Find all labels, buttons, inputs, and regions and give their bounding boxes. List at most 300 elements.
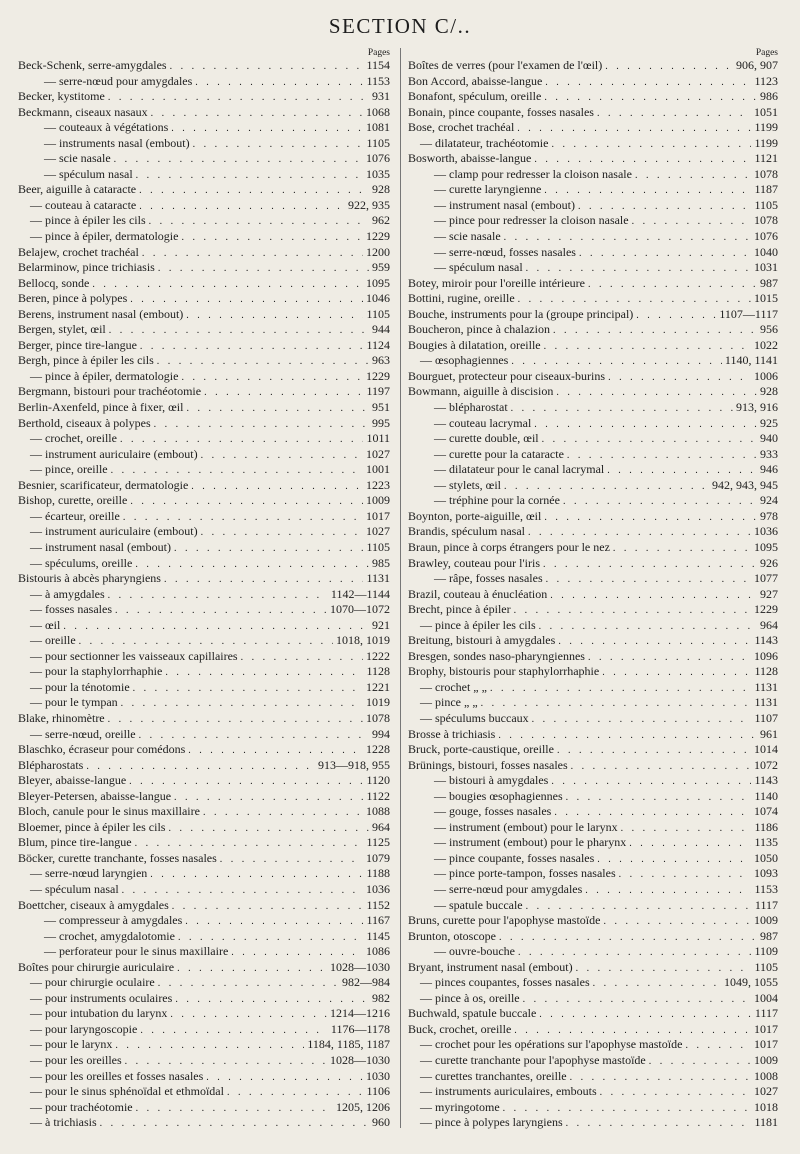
entry-name: — curette double, œil	[434, 431, 539, 446]
entry-name: Beren, pince à polypes	[18, 291, 128, 306]
leader-dots	[241, 650, 363, 666]
leader-dots	[632, 214, 751, 230]
leader-dots	[123, 510, 363, 526]
entry-pages: 1105	[366, 135, 390, 150]
index-entry	[18, 307, 390, 323]
section-header: SECTION C/..	[328, 14, 472, 38]
index-entry	[18, 322, 390, 338]
entry-pages: 1027	[754, 1084, 778, 1099]
leader-dots	[191, 479, 363, 495]
entry-name: Blum, pince tire-langue	[18, 835, 132, 850]
index-entry	[18, 229, 390, 245]
entry-pages: 1109	[754, 944, 778, 959]
entry-pages: 1027	[366, 446, 390, 461]
leader-dots	[206, 1070, 363, 1086]
leader-dots	[558, 634, 751, 650]
index-entry	[18, 167, 390, 183]
index-entry	[408, 447, 778, 463]
leader-dots	[92, 277, 363, 293]
leader-dots	[534, 417, 757, 433]
leader-dots	[108, 588, 328, 604]
entry-name: — spéculums buccaux	[420, 710, 529, 725]
leader-dots	[550, 588, 757, 604]
index-entry	[18, 276, 390, 292]
index-entry	[18, 260, 390, 276]
index-entry	[408, 151, 778, 167]
index-entry	[18, 602, 390, 618]
leader-dots	[125, 1054, 327, 1070]
leader-dots	[563, 494, 757, 510]
entry-name: Bonain, pince coupante, fosses nasales	[408, 104, 594, 119]
entry-pages: 1131	[754, 679, 778, 694]
entry-name: Boîtes de verres (pour l'examen de l'œil)	[408, 58, 603, 72]
entry-pages: 928	[372, 182, 390, 197]
entry-name: Bosworth, abaisse-langue	[408, 151, 532, 166]
index-entry	[408, 540, 778, 556]
entry-name: Bruck, porte-caustique, oreille	[408, 742, 554, 757]
entry-pages: 1128	[754, 664, 778, 679]
leader-dots	[551, 137, 751, 153]
leader-dots	[111, 463, 363, 479]
entry-name: — pinces coupantes, fosses nasales	[420, 975, 590, 990]
entry-pages: 964	[760, 617, 778, 632]
entry-pages: 1050	[754, 850, 778, 865]
entry-name: — pince porte-tampon, fosses nasales	[434, 866, 616, 881]
leader-dots	[518, 292, 751, 308]
leader-dots	[636, 308, 716, 324]
leader-dots	[186, 401, 369, 417]
entry-pages: 1031	[754, 260, 778, 275]
entry-name: — pince à os, oreille	[420, 990, 520, 1005]
leader-dots	[170, 1007, 327, 1023]
leader-dots	[534, 152, 751, 168]
index-entry	[18, 198, 390, 214]
entry-pages: 1143	[754, 773, 778, 788]
index-entry	[408, 524, 778, 540]
entry-name: — pince à épiler les cils	[30, 213, 146, 228]
entry-pages: 1124	[366, 337, 390, 352]
entry-pages: 926	[760, 555, 778, 570]
entry-name: — serre-nœud, oreille	[30, 726, 136, 741]
entry-pages: 1228	[366, 742, 390, 757]
leader-dots	[150, 867, 363, 883]
entry-name: — œsophagiennes	[420, 353, 509, 368]
index-entry	[408, 944, 778, 960]
index-entry	[408, 384, 778, 400]
entry-pages: 963	[372, 353, 390, 368]
index-entry	[408, 462, 778, 478]
leader-dots	[570, 1070, 751, 1086]
index-entry	[408, 120, 778, 136]
entry-name: — ouvre-bouche	[434, 944, 515, 959]
index-entries-left	[18, 58, 390, 1131]
leader-dots	[607, 463, 757, 479]
index-entry	[18, 711, 390, 727]
index-entry	[408, 353, 778, 369]
entry-pages: 1036	[366, 881, 390, 896]
leader-dots	[621, 821, 752, 837]
leader-dots	[556, 385, 757, 401]
entry-name: Brecht, pince à épiler	[408, 602, 511, 617]
entry-pages: 1019	[366, 695, 390, 710]
entry-pages: 1154	[366, 58, 390, 72]
entry-name: Besnier, scarificateur, dermatologie	[18, 477, 189, 492]
entry-pages: 1125	[366, 835, 390, 850]
entry-pages: 1199	[754, 120, 778, 135]
index-entry	[408, 602, 778, 618]
leader-dots	[539, 1007, 752, 1023]
entry-pages: 1049, 1055	[724, 975, 778, 990]
entry-name: — pince à polypes laryngiens	[420, 1115, 563, 1130]
index-entry	[18, 400, 390, 416]
leader-dots	[100, 1116, 369, 1132]
leader-dots	[186, 308, 363, 324]
leader-dots	[140, 339, 364, 355]
entry-pages: 1145	[366, 928, 390, 943]
leader-dots	[130, 292, 363, 308]
leader-dots	[174, 541, 363, 557]
leader-dots	[172, 899, 364, 915]
entry-pages: 931	[372, 89, 390, 104]
entry-pages: 928	[760, 384, 778, 399]
leader-dots	[135, 557, 369, 573]
index-entry	[408, 198, 778, 214]
leader-dots	[528, 525, 751, 541]
index-entry	[18, 944, 390, 960]
entry-pages: 1081	[366, 120, 390, 135]
entry-name: — pour le tympan	[30, 695, 118, 710]
index-entry	[408, 929, 778, 945]
entry-pages: 1229	[754, 602, 778, 617]
right-column	[408, 48, 778, 1131]
leader-dots	[157, 354, 369, 370]
entry-name: Brünings, bistouri, fosses nasales	[408, 757, 568, 772]
leader-dots	[544, 90, 757, 106]
leader-dots	[188, 743, 363, 759]
entry-name: — instrument nasal (embout)	[434, 197, 575, 212]
leader-dots	[503, 1101, 751, 1117]
entry-pages: 1229	[366, 368, 390, 383]
entry-pages: 1105	[366, 306, 390, 321]
entry-name: — pince à épiler les cils	[420, 617, 536, 632]
index-entry	[18, 1037, 390, 1053]
entry-pages: 956	[760, 322, 778, 337]
entry-name: Berens, instrument nasal (embout)	[18, 306, 184, 321]
index-entry	[408, 167, 778, 183]
entry-name: Boettcher, ciseaux à amygdales	[18, 897, 169, 912]
index-entry	[408, 618, 778, 634]
entry-pages: 1123	[754, 73, 778, 88]
entry-pages: 944	[372, 322, 390, 337]
index-entry	[408, 804, 778, 820]
entry-pages: 940	[760, 431, 778, 446]
entry-name: Breitung, bistouri à amygdales	[408, 633, 556, 648]
entry-name: Belarminow, pince trichiasis	[18, 260, 155, 275]
index-entry	[408, 1006, 778, 1022]
entry-name: — pour la ténotomie	[30, 679, 130, 694]
entry-pages: 1107	[754, 710, 778, 725]
index-entry	[408, 789, 778, 805]
entry-name: Bleyer, abaisse-langue	[18, 773, 127, 788]
index-entry	[408, 478, 778, 494]
index-entry	[408, 695, 778, 711]
entry-pages: 962	[372, 213, 390, 228]
leader-dots	[203, 805, 363, 821]
entry-pages: 1009	[366, 493, 390, 508]
entry-name: — blépharostat	[434, 400, 508, 415]
leader-dots	[514, 1023, 751, 1039]
index-entry	[408, 960, 778, 976]
entry-name: — spéculums, oreille	[30, 555, 133, 570]
leader-dots	[576, 961, 752, 977]
entry-pages: 1095	[366, 275, 390, 290]
index-entry	[18, 1084, 390, 1100]
entry-pages: 1105	[754, 197, 778, 212]
index-entry	[18, 151, 390, 167]
entry-pages: 1017	[754, 1037, 778, 1052]
entry-name: Boynton, porte-aiguille, œil	[408, 508, 542, 523]
entry-pages: 1221	[366, 679, 390, 694]
entry-name: Bryant, instrument nasal (embout)	[408, 959, 573, 974]
entry-pages: 1030	[366, 1068, 390, 1083]
entry-name: Brazil, couteau à énucléation	[408, 586, 548, 601]
leader-dots	[605, 59, 733, 75]
leader-dots	[635, 168, 751, 184]
entry-name: — curettes tranchantes, oreille	[420, 1068, 567, 1083]
leader-dots	[135, 836, 364, 852]
leader-dots	[518, 945, 751, 961]
leader-dots	[499, 930, 757, 946]
index-entry	[18, 540, 390, 556]
entry-name: — serre-nœud, fosses nasales	[434, 244, 576, 259]
leader-dots	[158, 261, 369, 277]
index-entry	[408, 338, 778, 354]
leader-dots	[481, 696, 752, 712]
leader-dots	[115, 1038, 304, 1054]
entry-pages: 959	[372, 260, 390, 275]
leader-dots	[545, 75, 751, 91]
entry-name: — couteau lacrymal	[434, 415, 532, 430]
entry-pages: 951	[372, 400, 390, 415]
index-entry	[18, 1006, 390, 1022]
entry-pages: 1143	[754, 633, 778, 648]
entry-pages: 1128	[366, 664, 390, 679]
entry-name: — myringotome	[420, 1099, 500, 1114]
index-entry	[408, 1037, 778, 1053]
entry-pages: 1009	[754, 913, 778, 928]
index-entry	[408, 213, 778, 229]
leader-dots	[121, 696, 363, 712]
leader-dots	[571, 759, 751, 775]
entry-pages: 1131	[754, 695, 778, 710]
leader-dots	[139, 728, 369, 744]
entry-pages: 921	[372, 617, 390, 632]
entry-name: — pour les oreilles	[30, 1053, 122, 1067]
entry-pages: 1004	[754, 990, 778, 1005]
entry-pages: 1152	[366, 897, 390, 912]
index-entry	[408, 1022, 778, 1038]
entry-name: Beckmann, ciseaux nasaux	[18, 104, 148, 119]
entry-name: — curette tranchante pour l'apophyse mastoïde	[420, 1053, 646, 1067]
index-entry	[408, 136, 778, 152]
entry-name: Blake, rhinomètre	[18, 710, 105, 725]
entry-pages: 1229	[366, 229, 390, 244]
index-entry	[408, 58, 778, 74]
entry-name: — pince „ „	[420, 695, 478, 710]
entry-pages: 1068	[366, 104, 390, 119]
leader-dots	[649, 1054, 751, 1070]
index-entry	[408, 664, 778, 680]
leader-dots	[174, 790, 363, 806]
entry-pages: 1040	[754, 244, 778, 259]
entry-pages: 1070—1072	[330, 602, 390, 617]
index-entry	[408, 711, 778, 727]
entry-name: — pour intubation du larynx	[30, 1006, 168, 1021]
entry-pages: 1014	[754, 742, 778, 757]
entry-pages: 1117	[754, 897, 778, 912]
leader-dots	[120, 432, 363, 448]
pages-label: Pages	[367, 48, 390, 58]
leader-dots	[133, 681, 363, 697]
entry-pages: 1140	[754, 788, 778, 803]
leader-dots	[544, 339, 751, 355]
entry-name: Blépharostats	[18, 757, 84, 772]
entry-name: — instrument auriculaire (embout)	[30, 524, 198, 539]
index-entry	[18, 758, 390, 774]
index-entry	[18, 431, 390, 447]
leader-dots	[185, 914, 363, 930]
leader-dots	[165, 665, 363, 681]
index-entry	[408, 400, 778, 416]
entry-pages: 1078	[366, 710, 390, 725]
entry-pages: 925	[760, 415, 778, 430]
entry-pages: 1018, 1019	[336, 633, 390, 648]
leader-dots	[115, 603, 327, 619]
entry-pages: 933	[760, 446, 778, 461]
index-entry	[408, 89, 778, 105]
entry-pages: 1199	[754, 135, 778, 150]
index-entry	[18, 1022, 390, 1038]
leader-dots	[523, 992, 751, 1008]
index-entry	[408, 1069, 778, 1085]
entry-pages: 927	[760, 586, 778, 601]
entry-pages: 1223	[366, 477, 390, 492]
entry-pages: 906, 907	[736, 58, 778, 72]
index-entry	[18, 1100, 390, 1116]
index-entry	[18, 820, 390, 836]
leader-dots	[613, 541, 751, 557]
leader-dots	[231, 945, 363, 961]
entry-pages: 1088	[366, 804, 390, 819]
index-entry	[18, 960, 390, 976]
index-entry	[408, 587, 778, 603]
entry-pages: 946	[760, 462, 778, 477]
entry-pages: 1205, 1206	[336, 1099, 390, 1114]
entry-name: Buchwald, spatule buccale	[408, 1006, 537, 1021]
leader-dots	[593, 976, 721, 992]
leader-dots	[532, 712, 752, 728]
entry-pages: 995	[372, 415, 390, 430]
index-entry	[408, 105, 778, 121]
leader-dots	[588, 277, 757, 293]
entry-pages: 1187	[754, 182, 778, 197]
index-entry	[408, 571, 778, 587]
index-entry	[408, 680, 778, 696]
leader-dots	[204, 385, 363, 401]
index-entry	[18, 835, 390, 851]
leader-dots	[551, 774, 751, 790]
leader-dots	[504, 479, 709, 495]
index-entry	[18, 556, 390, 572]
column-divider	[400, 48, 401, 1128]
entry-name: Böcker, curette tranchante, fosses nasales	[18, 850, 217, 865]
entry-name: Brandis, spéculum nasal	[408, 524, 525, 539]
leader-dots	[178, 930, 363, 946]
entry-name: — instrument auriculaire (embout)	[30, 446, 198, 461]
entry-pages: 987	[760, 275, 778, 290]
entry-pages: 913, 916	[736, 400, 778, 415]
entry-name: — écarteur, oreille	[30, 508, 120, 523]
entry-name: Bloemer, pince à épiler les cils	[18, 819, 166, 834]
leader-dots	[597, 852, 751, 868]
leader-dots	[227, 1085, 363, 1101]
entry-name: — curette pour la cataracte	[434, 446, 564, 461]
entry-pages: 1096	[754, 648, 778, 663]
index-entry	[408, 758, 778, 774]
entry-pages: 982	[372, 990, 390, 1005]
leader-dots	[546, 572, 751, 588]
index-entry	[18, 587, 390, 603]
entry-name: Bougies à dilatation, oreille	[408, 337, 541, 352]
entry-pages: 1200	[366, 244, 390, 259]
entry-pages: 1176—1178	[330, 1021, 390, 1036]
index-entry	[408, 727, 778, 743]
entry-name: — spéculum nasal	[44, 166, 133, 181]
entry-name: — bougies œsophagiennes	[434, 788, 563, 803]
entry-name: — dilatateur pour le canal lacrymal	[434, 462, 605, 477]
entry-name: — pour trachéotomie	[30, 1099, 133, 1114]
leader-dots	[151, 106, 363, 122]
entry-pages: 1018	[754, 1099, 778, 1114]
entry-name: — fosses nasales	[30, 602, 112, 617]
leader-dots	[181, 230, 363, 246]
entry-pages: 922, 935	[348, 197, 390, 212]
index-entry	[408, 229, 778, 245]
index-entry	[408, 851, 778, 867]
entry-pages: 1072	[754, 757, 778, 772]
entry-name: Brophy, bistouris pour staphylorrhaphie	[408, 664, 600, 679]
entry-pages: 1001	[366, 462, 390, 477]
index-entry	[18, 447, 390, 463]
index-entry	[18, 182, 390, 198]
index-entry	[18, 384, 390, 400]
index-entry	[408, 913, 778, 929]
leader-dots	[566, 790, 752, 806]
entry-pages: 1107—1117	[719, 306, 778, 321]
entry-pages: 1188	[366, 866, 390, 881]
entry-pages: 1153	[366, 73, 390, 88]
leader-dots	[130, 494, 363, 510]
leader-dots	[175, 992, 369, 1008]
leader-dots	[201, 525, 363, 541]
leader-dots	[511, 354, 722, 370]
entry-pages: 1122	[366, 788, 390, 803]
index-entry	[18, 1115, 390, 1131]
leader-dots	[139, 183, 369, 199]
leader-dots	[140, 1023, 328, 1039]
index-entry	[18, 524, 390, 540]
entry-pages: 1009	[754, 1053, 778, 1067]
